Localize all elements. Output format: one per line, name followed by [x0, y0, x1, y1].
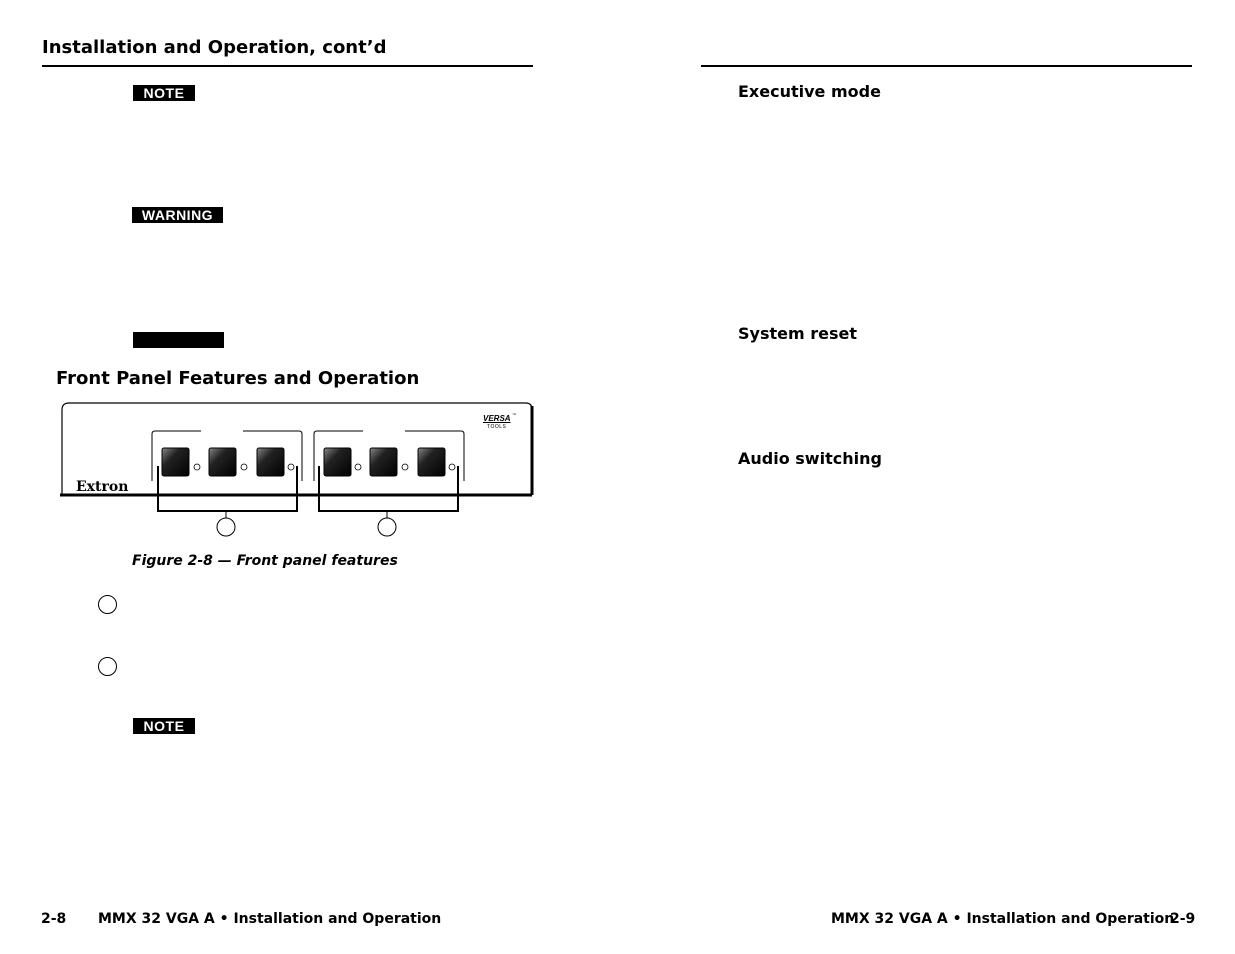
extron-logo: Extron — [76, 479, 129, 495]
subhead-system-reset: System reset — [738, 324, 857, 343]
input-button-6 — [418, 448, 445, 476]
footer-left-page-number: 2-8 — [41, 911, 67, 927]
note-label: NOTE — [133, 85, 195, 101]
footer-right-page-number: 2-9 — [1170, 911, 1196, 927]
trademark-mark: ™ — [512, 412, 516, 417]
callout-1 — [98, 595, 117, 614]
section-title-front-panel: Front Panel Features and Operation — [56, 368, 420, 389]
versatools-logo-bottom: TOOLS — [487, 424, 507, 430]
subhead-executive-mode: Executive mode — [738, 82, 881, 101]
input-button-1 — [162, 448, 189, 476]
front-panel-diagram — [56, 398, 536, 543]
input-button-3 — [257, 448, 284, 476]
footer-right-title: MMX 32 VGA A • Installation and Operation — [831, 911, 1175, 927]
header-rule-left — [42, 65, 533, 67]
callout-2-diagram — [378, 518, 396, 536]
input-button-4 — [324, 448, 351, 476]
callout-2 — [98, 657, 117, 676]
input-button-5 — [370, 448, 397, 476]
subhead-audio-switching: Audio switching — [738, 449, 882, 468]
warning-label: WARNING — [132, 207, 223, 223]
versatools-logo: VERSA — [483, 414, 511, 423]
page-header: Installation and Operation, cont’d — [42, 37, 387, 58]
blank-label-box — [133, 332, 224, 348]
callout-1-diagram — [217, 518, 235, 536]
input-button-2 — [209, 448, 236, 476]
header-rule-right — [701, 65, 1192, 67]
figure-caption: Figure 2-8 — Front panel features — [132, 553, 398, 569]
note-label-2: NOTE — [133, 718, 195, 734]
footer-left-title: MMX 32 VGA A • Installation and Operation — [98, 911, 442, 927]
